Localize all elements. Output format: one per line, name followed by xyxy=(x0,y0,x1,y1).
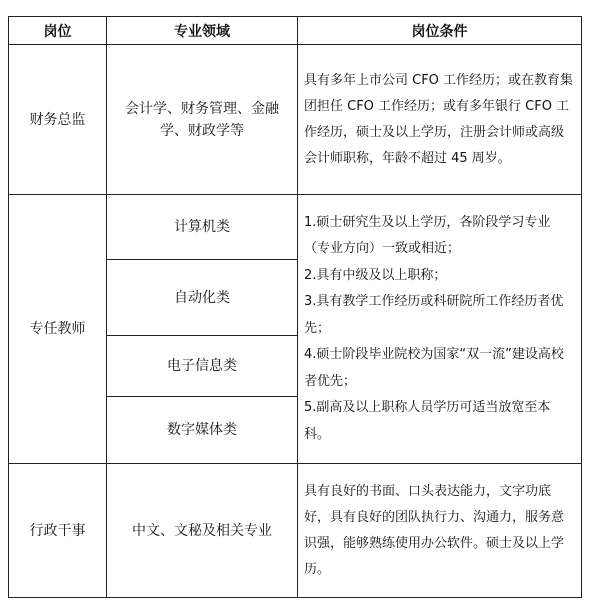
header-conditions: 岗位条件 xyxy=(411,23,468,40)
conditions-teacher-item: 2.具有中级及以上职称； xyxy=(304,267,447,283)
conditions-teacher-item: 4.硕士阶段毕业院校为国家“双一流”建设高校者优先； xyxy=(304,347,564,389)
field-cfo: 会计学、财务管理、金融学、财政学等 xyxy=(125,100,279,139)
post-admin: 行政干事 xyxy=(29,522,86,539)
field-teacher-digital-media: 数字媒体类 xyxy=(167,422,237,438)
job-requirements-table xyxy=(8,16,582,598)
conditions-teacher-item: 1.硕士研究生及以上学历，各阶段学习专业（专业方向）一致或相近； xyxy=(304,214,551,257)
conditions-admin xyxy=(298,464,581,597)
post-cfo: 财务总监 xyxy=(29,111,86,128)
field-teacher-automation: 自动化类 xyxy=(174,289,230,306)
post-teacher: 专任教师 xyxy=(29,321,86,337)
conditions-teacher-item: 3.具有教学工作经历或科研院所工作经历者优先； xyxy=(304,294,564,336)
field-teacher-electronics: 电子信息类 xyxy=(167,358,237,374)
conditions-teacher-item: 5.副高及以上职称人员学历可适当放宽至本科。 xyxy=(304,400,551,442)
header-field: 专业领域 xyxy=(174,23,230,40)
field-admin: 中文、文秘及相关专业 xyxy=(132,522,272,539)
conditions-teacher xyxy=(298,195,581,463)
conditions-cfo xyxy=(298,45,581,194)
conditions-admin-text: 具有良好的书面、口头表达能力，文字功底好，具有良好的团队执行力、沟通力，服务意识强，能够熟练使用办公软件。硕士及以上学历。 xyxy=(304,483,565,577)
conditions-cfo-text: 具有多年上市公司 CFO 工作经历；或在教育集团担任 CFO 工作经历；或有多年银行 CFO 工作经历，硕士及以上学历，注册会计师或高级会计师职称，年龄不超过 45 周岁。 xyxy=(304,72,574,166)
field-teacher-computer: 计算机类 xyxy=(174,219,230,235)
header-post: 岗位 xyxy=(43,23,72,40)
